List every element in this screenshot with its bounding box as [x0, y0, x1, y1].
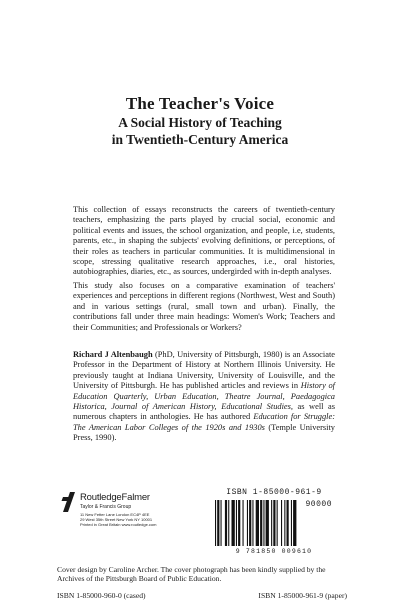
bio-text-2: as well as numerous chapters in anthologies. He has authored [73, 402, 335, 422]
barcode-bar [277, 500, 278, 546]
publisher-block [60, 489, 200, 539]
barcode-bar [260, 500, 262, 546]
publisher-address [80, 512, 156, 528]
barcode-bar [293, 500, 296, 546]
subtitle-line-1: A Social History of Teaching [118, 115, 282, 130]
publisher-name: RoutledgeFalmer [80, 492, 150, 503]
author-bio [73, 350, 335, 444]
barcode-bar [281, 500, 282, 546]
barcode-bar [221, 500, 222, 546]
barcode-bar [225, 500, 227, 546]
blurb-paragraph-2: This study also focuses on a comparative examination of teachers' experiences and perceptions in different regions (Northwest, West and South) and in various settings (rural, small town and urban). Finally, the contributions fall under three main headings: Women's Work; Teachers and their Communities; and Professionals or Workers? [73, 281, 335, 332]
book-subtitle [0, 114, 400, 148]
blurb-paragraph-1: This collection of essays reconstructs the careers of twentieth-century teachers, emphasizing the parts played by crucial social, economic and political events and issues, the school organization, and people, i.e, students, parents, etc., in shaping the subjects' evolving definitions, or perceptions, of their roles as teachers in particular communities. It is multidimensional in scope, stressing qualitative research approaches, i.e., oral histories, autobiographies, diaries, etc., as sources, undergirded with in-depth analyses. [73, 205, 335, 277]
isbn-cased: ISBN 1-85000-960-0 (cased) [57, 591, 146, 600]
barcode-bar [287, 500, 289, 546]
barcode-bar [215, 500, 216, 546]
barcode-price-code: 90000 [305, 500, 332, 509]
barcode-bar [228, 500, 229, 546]
cover-credits: Cover design by Caroline Archer. The cover photograph has been kindly supplied by the Archives of the Pittsburgh Board of Public Education. [57, 565, 326, 584]
subtitle-line-2: in Twentieth-Century America [111, 132, 289, 147]
barcode-bar [232, 500, 235, 546]
publisher-address-line-1: 11 New Fetter Lane London EC4P 4EE [80, 512, 150, 517]
barcode-bar [271, 500, 272, 546]
book-title: The Teacher's Voice [125, 94, 275, 113]
author-name: Richard J Altenbaugh [73, 350, 153, 359]
publisher-address-line-3: Printed in Great Britain www.routledge.com [80, 522, 157, 528]
routledgefalmer-logo-icon [60, 491, 76, 513]
barcode-block [213, 488, 335, 558]
barcode-bar [266, 500, 269, 546]
barcode-bar [256, 500, 259, 546]
barcode-bar [217, 500, 219, 546]
barcode-bar [273, 500, 275, 546]
barcode-bar [252, 500, 253, 546]
barcode-bar [263, 500, 264, 546]
publisher-address-line-2: 29 West 35th Street New York NY 10001 [80, 517, 153, 523]
bio-journals: History of Education Quarterly, Urban Education, Theatre Journal, Paedagogica Historica, Journal of American History, Educational Studies, [73, 381, 336, 412]
barcode-bar [249, 500, 251, 546]
barcode-digits: 9 781850 009610 [235, 548, 313, 555]
barcode-bar [291, 500, 292, 546]
barcode-bar [238, 500, 240, 546]
bio-text-3: (Temple University Press, 1990). [73, 422, 335, 443]
barcode-isbn-label: ISBN 1-85000-961-9 [226, 488, 322, 497]
barcode-bar [243, 500, 244, 546]
bio-book-title: Education for Struggle: The American Labor Colleges of the 1920s and 1930s [73, 412, 335, 432]
barcode-bar [247, 500, 248, 546]
bio-text-1: (PhD, University of Pittsburgh, 1980) is an Associate Professor in the Department of History at Northern Illinois University. He previously taught at Indiana University, University of Louisville, and the University of Pittsburgh. He has published articles and reviews in [73, 350, 335, 391]
publisher-group: Taylor & Francis Group [80, 504, 132, 510]
isbn-paper: ISBN 1-85000-961-9 (paper) [258, 591, 347, 600]
barcode-bar [236, 500, 237, 546]
barcode-bar [284, 500, 285, 546]
